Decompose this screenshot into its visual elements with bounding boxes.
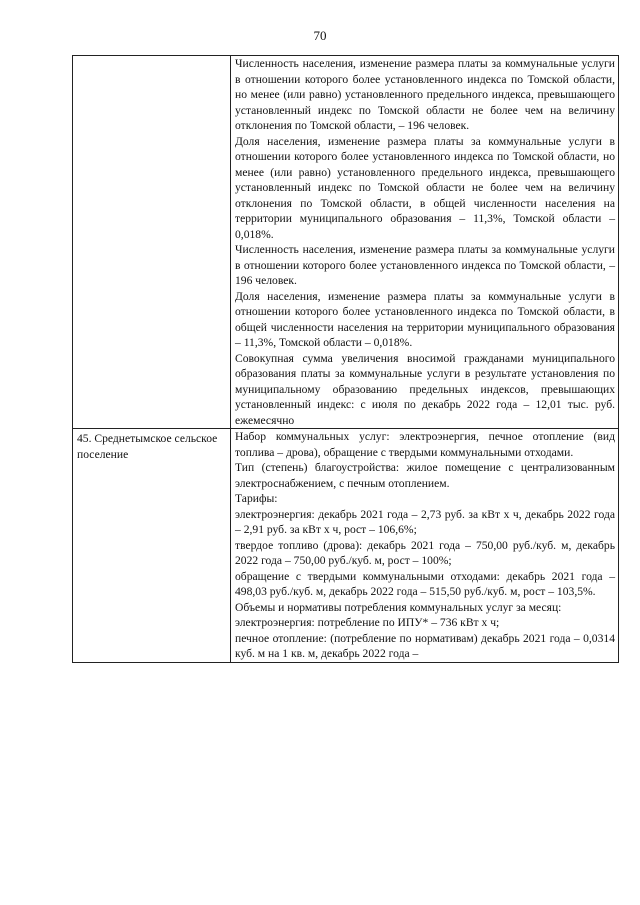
indices-table xyxy=(72,55,619,663)
paragraph: твердое топливо (дрова): декабрь 2021 года – 750,00 руб./куб. м, декабрь 2022 года – 750,00 руб./куб. м, рост – 100%; xyxy=(235,538,615,567)
municipality-name: 45. Среднетымское сельское поселение xyxy=(77,432,218,461)
paragraph: электроэнергия: декабрь 2021 года – 2,73 руб. за кВт х ч, декабрь 2022 года – 2,91 руб. за кВт х ч, рост – 106,6%; xyxy=(235,507,615,536)
municipality-cell xyxy=(73,56,231,429)
paragraph: печное отопление: (потребление по нормативам) декабрь 2021 года – 0,0314 куб. м на 1 кв. м, декабрь 2022 года – xyxy=(235,631,615,660)
paragraph: Доля населения, изменение размера платы за коммунальные услуги в отношении которого более установленного индекса по Томской области, но менее (или равно) установленного предельного индекса, превышающего установленный индекс по Томской области не более чем на величину отклонения по Томской области, в общей численности населения на территории муниципального образования – 11,3%, Томской области – 0,018%. xyxy=(235,134,615,241)
table-row xyxy=(73,429,619,663)
paragraph: Тип (степень) благоустройства: жилое помещение с централизованным электроснабжением, с печным отоплением. xyxy=(235,461,615,490)
paragraph: Доля населения, изменение размера платы за коммунальные услуги в отношении которого более установленного индекса по Томской области, в общей численности населения на территории муниципального образования – 11,3%, Томской области – 0,018%. xyxy=(235,289,615,349)
paragraph: Численность населения, изменение размера платы за коммунальные услуги в отношении которого более установленного индекса по Томской области, – 196 человек. xyxy=(235,243,615,287)
table-row xyxy=(73,56,619,429)
paragraph: Набор коммунальных услуг: электроэнергия, печное отопление (вид топлива – дрова), обращение с твердыми коммунальными отходами. xyxy=(235,430,615,459)
details-cell xyxy=(231,429,619,663)
paragraph: Тарифы: xyxy=(235,492,278,505)
municipality-cell xyxy=(73,429,231,663)
details-cell xyxy=(231,56,619,429)
paragraph: Численность населения, изменение размера платы за коммунальные услуги в отношении которого более установленного индекса по Томской области, но менее (или равно) установленного предельного индекса, превышающего установленный индекс по Томской области не более чем на величину отклонения по Томской области, – 196 человек. xyxy=(235,57,615,132)
paragraph: обращение с твердыми коммунальными отходами: декабрь 2021 года – 498,03 руб./куб. м, декабрь 2022 года – 515,50 руб./куб. м, рост – 103,5%. xyxy=(235,569,615,598)
page-number: 70 xyxy=(313,28,327,43)
paragraph: электроэнергия: потребление по ИПУ* – 736 кВт х ч; xyxy=(235,616,500,629)
municipality-name xyxy=(77,56,227,58)
paragraph: Объемы и нормативы потребления коммунальных услуг за месяц: xyxy=(235,600,562,614)
paragraph: Совокупная сумма увеличения вносимой гражданами муниципального образования платы за коммунальные услуги в результате установления по муниципальному образованию предельных индексов, превышающих установленный индекс: с июля по декабрь 2022 года – 12,01 тыс. руб. ежемесячно xyxy=(235,351,615,427)
